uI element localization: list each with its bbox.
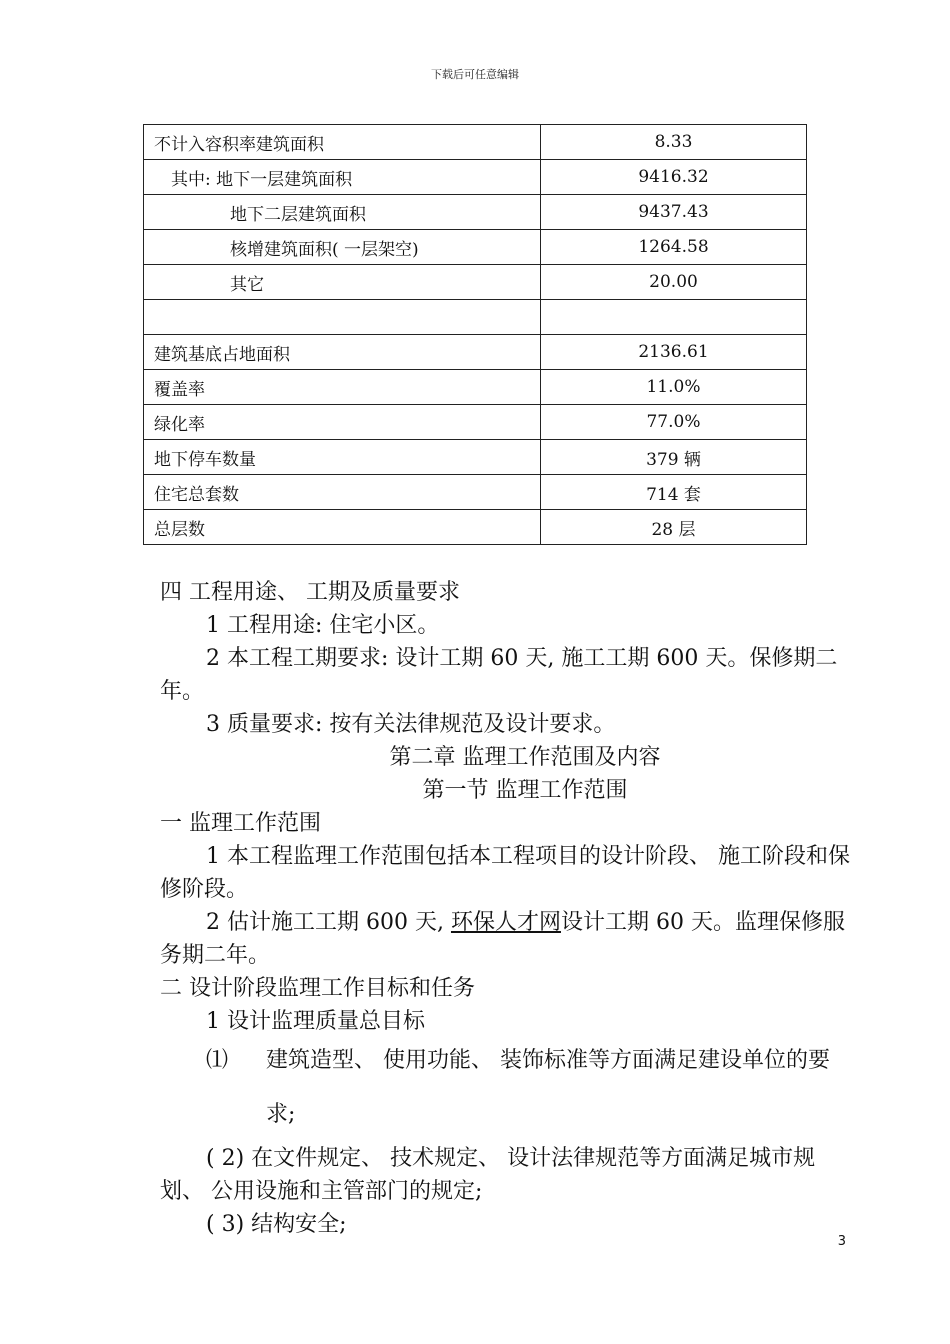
row-value: 28 层 — [541, 510, 807, 545]
row-value: 9416.32 — [541, 160, 807, 195]
paragraph: 3 质量要求: 按有关法律规范及设计要求。 — [206, 712, 616, 737]
page-header-note: 下载后可任意编辑 — [431, 68, 519, 81]
table-row — [144, 125, 807, 160]
table-row — [144, 510, 807, 545]
table-row — [144, 195, 807, 230]
paragraph: 1 本工程监理工作范围包括本工程项目的设计阶段、 施工阶段和保修阶段。 — [160, 844, 850, 902]
table-row — [144, 265, 807, 300]
list-item — [160, 1044, 850, 1142]
list-item: ( 3) 结构安全; — [206, 1212, 347, 1237]
table-row — [144, 405, 807, 440]
document-body — [160, 576, 850, 1241]
section-title: 第一节 监理工作范围 — [422, 778, 628, 803]
row-value: 11.0% — [541, 370, 807, 405]
row-label: 住宅总套数 — [144, 475, 541, 510]
list-text: 建筑造型、 使用功能、 装饰标准等方面满足建设单位的要求; — [266, 1048, 830, 1127]
row-label: 核增建筑面积( 一层架空) — [144, 230, 541, 265]
row-value: 2136.61 — [541, 335, 807, 370]
section-heading: 四 工程用途、 工期及质量要求 — [160, 580, 460, 605]
section-heading: 二 设计阶段监理工作目标和任务 — [160, 976, 475, 1001]
list-item: ( 2) 在文件规定、 技术规定、 设计法律规范等方面满足城市规划、 公用设施和主管部门的规定; — [160, 1146, 816, 1204]
row-label: 地下二层建筑面积 — [144, 195, 541, 230]
row-value: 20.00 — [541, 265, 807, 300]
paragraph — [160, 906, 850, 972]
list-number: ⑴ — [206, 1048, 229, 1073]
table-row — [144, 370, 807, 405]
row-label: 地下停车数量 — [144, 440, 541, 475]
row-label — [144, 300, 541, 335]
row-label: 其它 — [144, 265, 541, 300]
row-value: 8.33 — [541, 125, 807, 160]
row-label: 不计入容积率建筑面积 — [144, 125, 541, 160]
paragraph: 1 设计监理质量总目标 — [206, 1009, 425, 1034]
page-number: 3 — [837, 1234, 846, 1249]
building-spec-table — [143, 124, 807, 545]
section-heading: 一 监理工作范围 — [160, 811, 321, 836]
table-row — [144, 160, 807, 195]
row-label: 总层数 — [144, 510, 541, 545]
row-label: 建筑基底占地面积 — [144, 335, 541, 370]
inline-link[interactable]: 环保人才网 — [450, 910, 561, 935]
paragraph: 2 本工程工期要求: 设计工期 60 天, 施工工期 600 天。保修期二年。 — [160, 646, 838, 704]
row-value: 77.0% — [541, 405, 807, 440]
row-value: 379 辆 — [541, 440, 807, 475]
row-label: 覆盖率 — [144, 370, 541, 405]
row-label: 其中: 地下一层建筑面积 — [144, 160, 541, 195]
paragraph-text: 2 估计施工工期 600 天, — [206, 910, 451, 935]
table-row — [144, 440, 807, 475]
paragraph-text: 设计工期 60 天。监理保修服务期二年。 — [160, 910, 845, 968]
row-value: 9437.43 — [541, 195, 807, 230]
table-row — [144, 230, 807, 265]
table-row — [144, 300, 807, 335]
row-value: 1264.58 — [541, 230, 807, 265]
row-value — [541, 300, 807, 335]
row-value: 714 套 — [541, 475, 807, 510]
paragraph: 1 工程用途: 住宅小区。 — [206, 613, 440, 638]
row-label: 绿化率 — [144, 405, 541, 440]
chapter-title: 第二章 监理工作范围及内容 — [389, 745, 661, 770]
table-row — [144, 475, 807, 510]
table-row — [144, 335, 807, 370]
